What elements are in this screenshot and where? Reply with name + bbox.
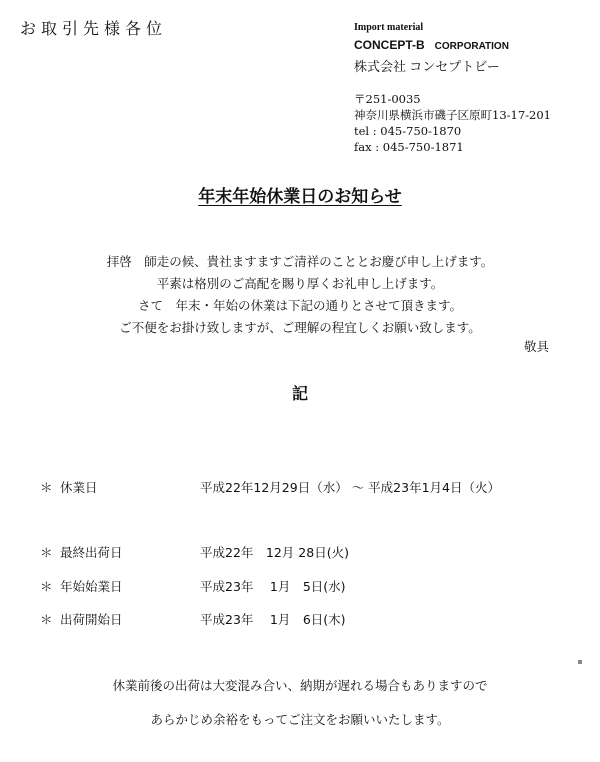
company-name-main: CONCEPT-B	[354, 38, 425, 52]
ki-heading: 記	[291, 384, 308, 403]
document-title	[0, 182, 600, 207]
closing-keigu: 敬具	[524, 339, 550, 354]
schedule-label: 最終出荷日	[60, 545, 123, 560]
schedule-row	[40, 543, 349, 561]
greeting-line: 平素は格別のご高配を賜り厚くお礼申し上げます。	[156, 276, 444, 291]
addressee: お取引先様各位	[20, 19, 168, 38]
note-line: 休業前後の出荷は大変混み合い、納期が遅れる場合もありますので	[112, 678, 488, 693]
schedule-value: 平成23年 1月 5日(水)	[200, 579, 346, 594]
street-address: 神奈川県横浜市磯子区原町13-17-201	[354, 108, 551, 122]
tel-number: tel : 045-750-1870	[354, 124, 462, 138]
greeting-line: ご不便をお掛け致しますが、ご理解の程宜しくお願い致します。	[119, 320, 481, 335]
bullet-marker: ＊	[40, 612, 53, 627]
schedule-value: 平成22年 12月 28日(火)	[200, 545, 349, 560]
company-name-en	[354, 38, 509, 52]
company-name-ja: 株式会社 コンセプトビー	[354, 59, 500, 74]
postal-code: 〒251-0035	[354, 92, 421, 106]
fax-number: fax : 045-750-1871	[354, 140, 464, 154]
scan-dot	[578, 660, 582, 664]
schedule-label: 休業日	[60, 480, 98, 495]
company-tagline: Import material	[354, 22, 424, 33]
schedule-label: 出荷開始日	[60, 612, 123, 627]
bullet-marker: ＊	[40, 480, 53, 495]
schedule-label: 年始始業日	[60, 579, 123, 594]
bullet-marker: ＊	[40, 545, 53, 560]
address-block	[354, 91, 551, 155]
schedule-row	[40, 478, 500, 496]
schedule-value: 平成22年12月29日（水） ～ 平成23年1月4日（火）	[200, 480, 500, 495]
company-block	[354, 22, 509, 75]
schedule-row	[40, 610, 346, 628]
document-title-text: 年末年始休業日のお知らせ	[198, 187, 402, 207]
greeting-line: さて 年末・年始の休業は下記の通りとさせて頂きます。	[137, 298, 462, 313]
greeting-line: 拝啓 師走の候、貴社ますますご清祥のこととお慶び申し上げます。	[106, 254, 494, 269]
company-name-corp: CORPORATION	[434, 41, 509, 52]
bullet-marker: ＊	[40, 579, 53, 594]
greeting-paragraph	[0, 251, 600, 339]
schedule-value: 平成23年 1月 6日(木)	[200, 612, 346, 627]
note-line: あらかじめ余裕をもってご注文をお願いいたします。	[150, 712, 450, 727]
schedule-row	[40, 577, 346, 595]
